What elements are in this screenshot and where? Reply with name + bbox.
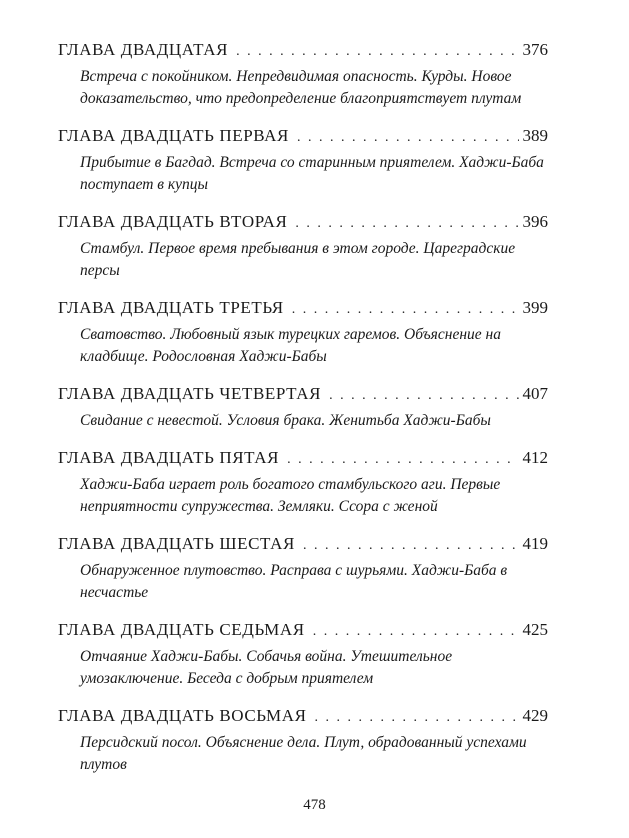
toc-entry[interactable] xyxy=(58,534,548,604)
page-number: 412 xyxy=(522,448,548,467)
chapter-summary: Отчаяние Хаджи-Бабы. Собачья война. Утешительное умозаключение. Беседа с добрым приятелем xyxy=(80,648,453,687)
toc-entry-heading xyxy=(58,384,548,406)
toc-entry[interactable] xyxy=(58,620,548,690)
dot-leader xyxy=(292,300,519,320)
page-folio: 478 xyxy=(303,797,326,813)
toc-entry-heading xyxy=(58,534,548,556)
toc-entry[interactable] xyxy=(58,298,548,368)
toc-entry[interactable] xyxy=(58,212,548,282)
chapter-title: ГЛАВА ДВАДЦАТЬ ТРЕТЬЯ xyxy=(58,298,284,317)
dot-leader xyxy=(287,450,518,470)
page-number: 389 xyxy=(522,126,548,145)
dot-leader xyxy=(329,386,518,406)
chapter-summary: Обнаруженное плутовство. Расправа с шурьями. Хаджи-Баба в несчастье xyxy=(80,562,508,601)
toc-entry-heading xyxy=(58,620,548,642)
page-number: 425 xyxy=(522,620,548,639)
chapter-title: ГЛАВА ДВАДЦАТЬ ВТОРАЯ xyxy=(58,212,288,231)
chapter-summary: Прибытие в Багдад. Встреча со старинным приятелем. Хаджи-Баба поступает в купцы xyxy=(80,154,544,193)
page-number: 407 xyxy=(522,384,548,403)
chapter-summary: Стамбул. Первое время пребывания в этом городе. Цареградские персы xyxy=(80,240,516,279)
chapter-summary: Сватовство. Любовный язык турецких гаремов. Объяснение на кладбище. Родословная Хаджи-Бабы xyxy=(80,326,501,365)
toc-entry-heading xyxy=(58,706,548,728)
chapter-summary: Свидание с невестой. Условия брака. Женитьба Хаджи-Бабы xyxy=(80,412,491,429)
toc-entry[interactable] xyxy=(58,40,548,110)
dot-leader xyxy=(313,622,519,642)
chapter-title: ГЛАВА ДВАДЦАТЬ ВОСЬМАЯ xyxy=(58,706,307,725)
chapter-summary: Хаджи-Баба играет роль богатого стамбульского аги. Первые неприятности супружества. Земляки. Ссора с женой xyxy=(80,476,501,515)
dot-leader xyxy=(297,128,519,148)
chapter-summary: Персидский посол. Объяснение дела. Плут, обрадованный успехами плутов xyxy=(80,734,527,773)
toc-entry-heading xyxy=(58,126,548,148)
toc-entry[interactable] xyxy=(58,384,548,432)
chapter-title: ГЛАВА ДВАДЦАТЬ ПЯТАЯ xyxy=(58,448,280,467)
table-of-contents xyxy=(58,40,548,792)
chapter-title: ГЛАВА ДВАДЦАТЬ СЕДЬМАЯ xyxy=(58,620,305,639)
page-number: 396 xyxy=(522,212,548,231)
toc-entry[interactable] xyxy=(58,448,548,518)
toc-entry-heading xyxy=(58,212,548,234)
dot-leader xyxy=(315,708,519,728)
page-number: 419 xyxy=(522,534,548,553)
dot-leader xyxy=(236,42,518,62)
toc-entry-heading xyxy=(58,298,548,320)
dot-leader xyxy=(295,214,518,234)
toc-entry[interactable] xyxy=(58,126,548,196)
chapter-title: ГЛАВА ДВАДЦАТЬ ШЕСТАЯ xyxy=(58,534,295,553)
chapter-title: ГЛАВА ДВАДЦАТЬ ПЕРВАЯ xyxy=(58,126,289,145)
page-number: 399 xyxy=(522,298,548,317)
chapter-title: ГЛАВА ДВАДЦАТАЯ xyxy=(58,40,229,59)
chapter-title: ГЛАВА ДВАДЦАТЬ ЧЕТВЕРТАЯ xyxy=(58,384,322,403)
page-number: 429 xyxy=(522,706,548,725)
chapter-summary: Встреча с покойником. Непредвидимая опасность. Курды. Новое доказательство, что предопределение благоприятствует плутам xyxy=(80,68,522,107)
toc-entry-heading xyxy=(58,448,548,470)
page-number: 376 xyxy=(522,40,548,59)
dot-leader xyxy=(303,536,519,556)
toc-entry[interactable] xyxy=(58,706,548,776)
toc-entry-heading xyxy=(58,40,548,62)
